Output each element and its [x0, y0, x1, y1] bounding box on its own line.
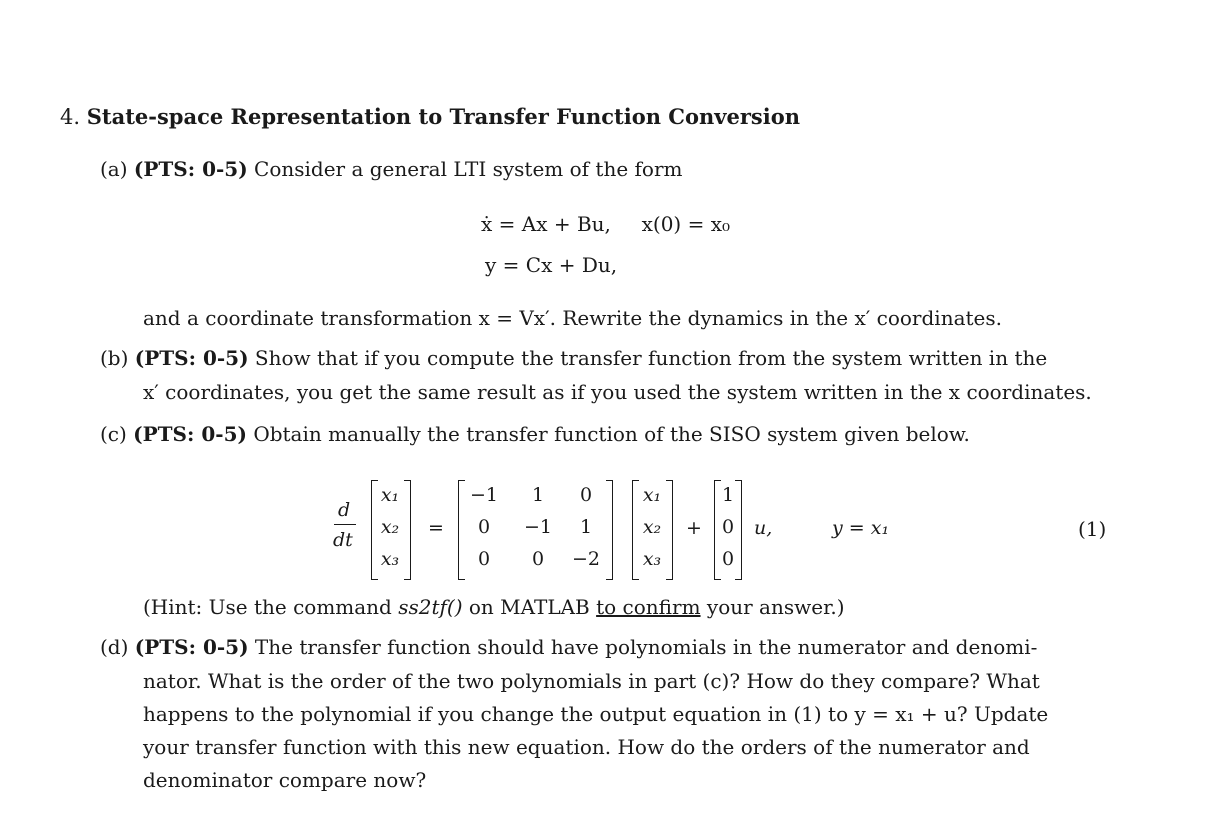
equals-sign: =	[428, 517, 444, 539]
part-b-line2: x′ coordinates, you get the same result as if you used the system written in the x coordinates.	[143, 380, 1092, 404]
part-d-points: (PTS: 0-5)	[134, 635, 249, 659]
equation-initial-condition: x(0) = x₀	[641, 212, 730, 236]
a-matrix-cell: −1	[469, 484, 498, 506]
question-title: State-space Representation to Transfer Function Conversion	[86, 104, 800, 129]
part-b-points: (PTS: 0-5)	[134, 346, 249, 370]
derivative-fraction-bar	[334, 524, 356, 525]
matrix-equation	[0, 475, 1220, 585]
a-matrix-cell: −1	[523, 516, 552, 538]
part-d-line1: The transfer function should have polynomials in the numerator and denomi-	[254, 635, 1038, 659]
equation-output: y = Cx + Du,	[485, 253, 618, 277]
equation-state	[481, 212, 730, 236]
lhs-state-x2: x₂	[380, 516, 400, 538]
part-c-points: (PTS: 0-5)	[133, 422, 247, 446]
part-a-transformation-text: and a coordinate transformation x = Vx′. Rewrite the dynamics in the x′ coordinates.	[143, 306, 1002, 330]
derivative-denominator: dt	[333, 529, 353, 551]
a-matrix-cell: 0	[531, 548, 545, 570]
rhs-state-x2: x₂	[642, 516, 662, 538]
a-matrix-cell: 1	[579, 516, 593, 538]
part-b-label: (b)	[100, 346, 129, 370]
a-matrix-cell: 0	[579, 484, 593, 506]
lhs-state-x1: x₁	[380, 484, 400, 506]
part-c-text: Obtain manually the transfer function of the SISO system given below.	[253, 422, 970, 446]
part-d-header	[100, 631, 1037, 664]
part-a-text: Consider a general LTI system of the form	[254, 157, 683, 181]
matlab-command: ss2tf()	[398, 595, 463, 619]
hint-text: (Hint: Use the command ss2tf() on MATLAB to confirm your answer.)	[143, 595, 845, 619]
hint-link[interactable]: to confirm	[596, 595, 701, 619]
part-b-line1: Show that if you compute the transfer function from the system written in the	[254, 346, 1048, 370]
part-d-line5: denominator compare now?	[143, 768, 427, 792]
input-u: u,	[754, 517, 773, 539]
rhs-state-x1: x₁	[642, 484, 662, 506]
a-matrix-left-bracket	[458, 480, 465, 580]
question-number: 4.	[60, 105, 81, 129]
rhs-state-x3: x₃	[642, 548, 662, 570]
part-d-line3: happens to the polynomial if you change the output equation in (1) to y = x₁ + u? Update	[143, 702, 1049, 726]
part-b-header	[100, 342, 1047, 375]
plus-sign: +	[686, 517, 702, 539]
part-d-line2: nator. What is the order of the two polynomials in part (c)? How do they compare? What	[143, 669, 1040, 693]
a-matrix-right-bracket	[606, 480, 613, 580]
part-c-label: (c)	[100, 422, 127, 446]
b-vector-cell: 1	[721, 484, 735, 506]
part-c-header	[100, 418, 970, 451]
lhs-state-x3: x₃	[380, 548, 400, 570]
part-a-header	[100, 153, 683, 186]
a-matrix-cell: 1	[531, 484, 545, 506]
equation-state-lhs: ẋ = Ax + Bu,	[481, 212, 611, 236]
b-vector-cell: 0	[721, 548, 735, 570]
b-vector-cell: 0	[721, 516, 735, 538]
derivative-numerator: d	[338, 499, 351, 521]
a-matrix-cell: 0	[477, 548, 491, 570]
output-equation: y = x₁	[832, 517, 890, 539]
part-a-label: (a)	[100, 157, 128, 181]
part-d-line4: your transfer function with this new equation. How do the orders of the numerator and	[143, 735, 1030, 759]
a-matrix-cell: 0	[477, 516, 491, 538]
question-heading	[60, 104, 800, 129]
part-a-points: (PTS: 0-5)	[133, 157, 248, 181]
part-d-label: (d)	[100, 635, 129, 659]
equation-number: (1)	[1078, 517, 1107, 541]
a-matrix-cell: −2	[571, 548, 600, 570]
